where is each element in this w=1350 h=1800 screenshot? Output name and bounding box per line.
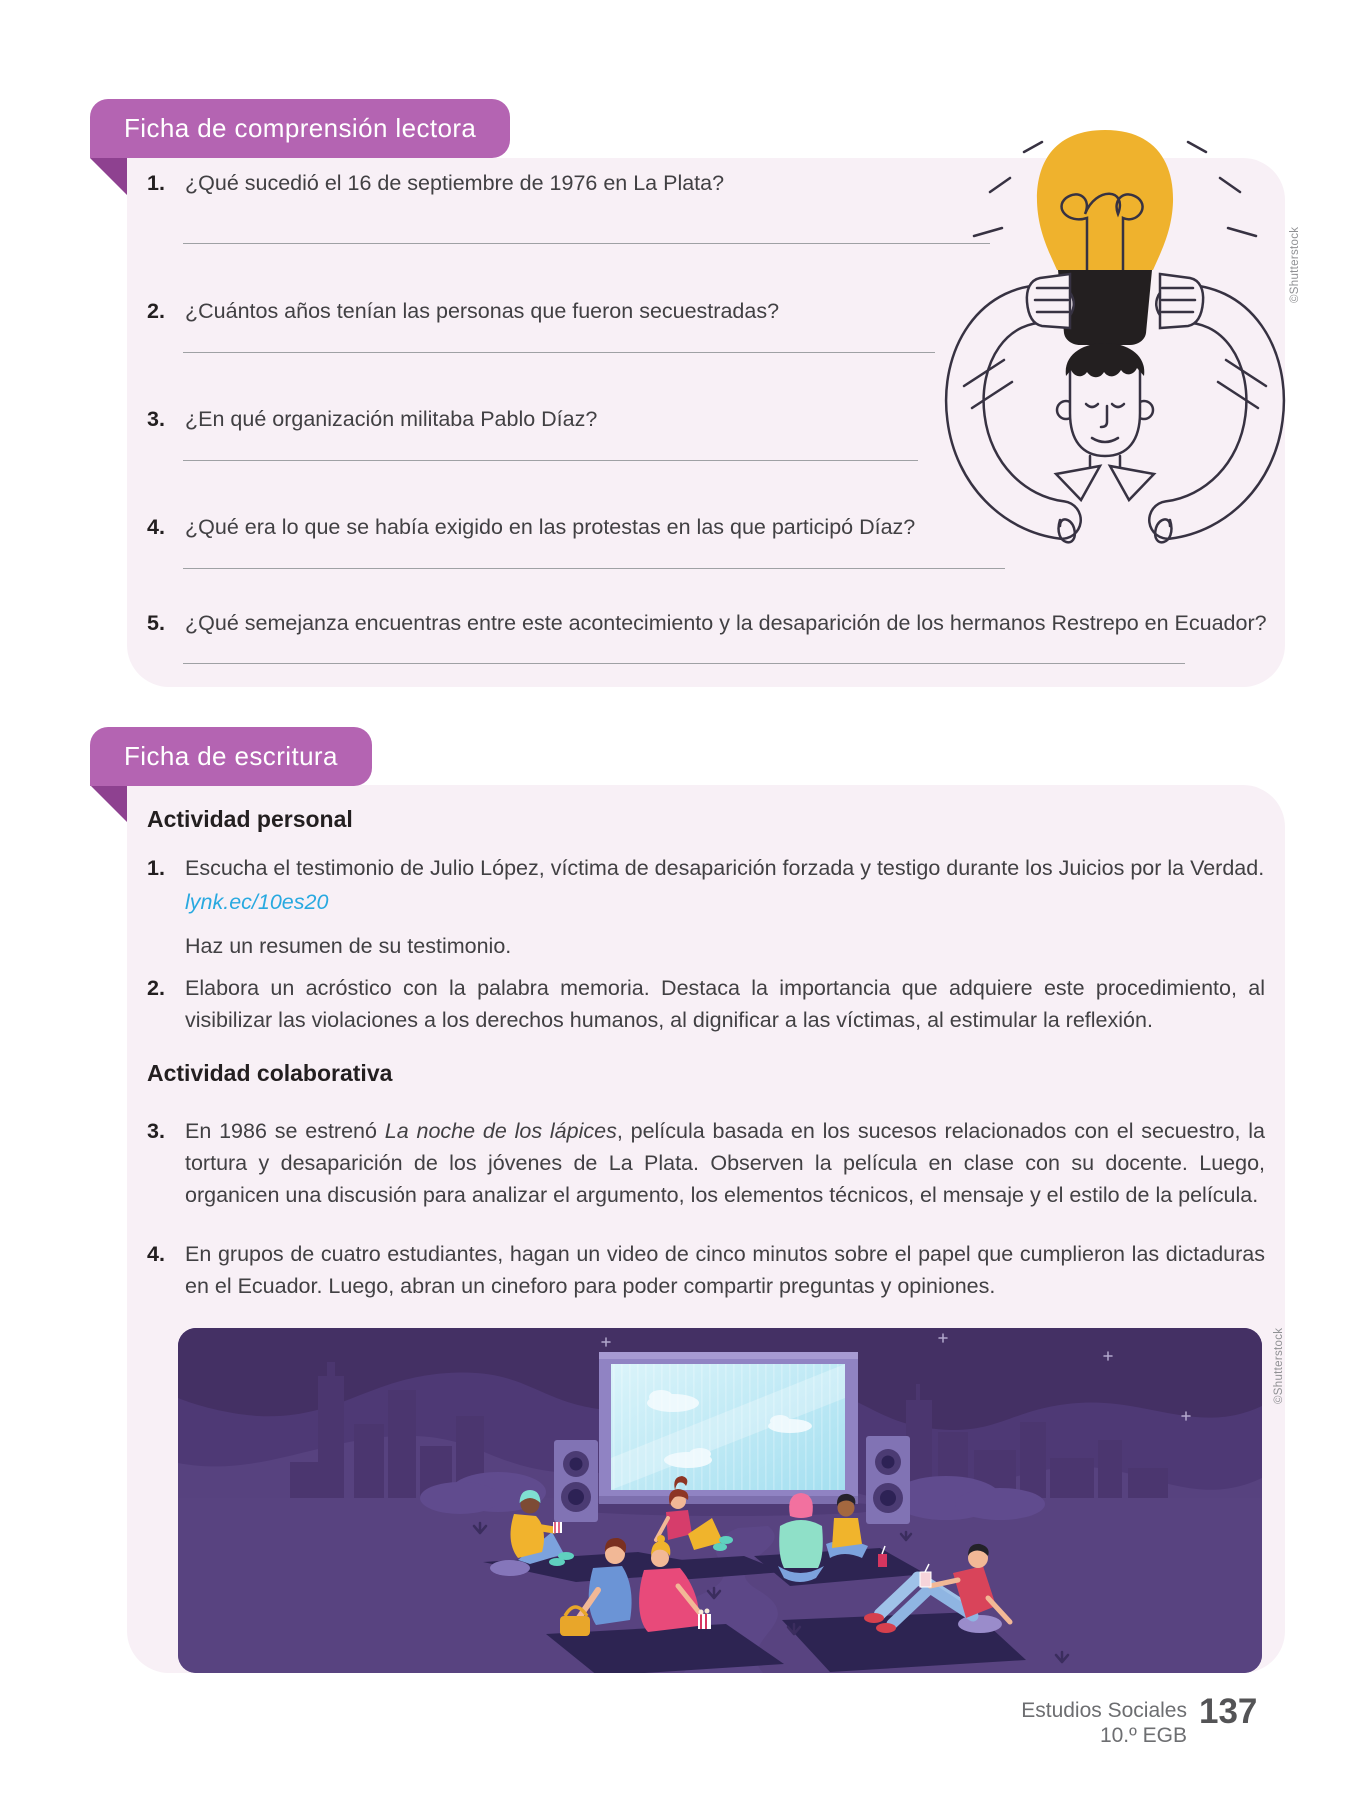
collaborative-activity-heading: Actividad colaborativa — [147, 1060, 393, 1086]
movie-title: La noche de los lápices — [384, 1119, 617, 1143]
item-text: En grupos de cuatro estudiantes, hagan un video de cinco minutos sobre el papel que cumplieron las dictaduras en el Ecuador. Luego, abran un cineforo para poder compartir preguntas y opiniones. — [185, 1242, 1265, 1298]
writing-tab-title: Ficha de escritura — [124, 741, 338, 771]
question-text: ¿En qué organización militaba Pablo Díaz? — [185, 407, 598, 431]
writing-tab — [90, 727, 372, 786]
item-number: 2. — [147, 976, 165, 1000]
question-number: 2. — [147, 299, 165, 323]
question-item — [147, 404, 597, 434]
reading-tab-fold — [90, 158, 127, 195]
hair — [1066, 343, 1145, 377]
writing-tab-fold — [90, 785, 127, 822]
lightbulb-person-illustration — [940, 118, 1290, 568]
photo-credit: ©Shutterstock — [1289, 226, 1301, 303]
speaker-right — [866, 1436, 910, 1524]
lightbulb-icon — [1037, 130, 1173, 270]
question-item — [147, 608, 1267, 638]
personal-activity-heading: Actividad personal — [147, 806, 353, 832]
resource-link[interactable]: lynk.ec/10es20 — [185, 890, 329, 914]
item-number: 3. — [147, 1119, 165, 1143]
activity-item — [147, 1115, 1265, 1211]
item-text: Elabora un acróstico con la palabra memoria. Destaca la importancia que adquiere este procedimiento, al visibilizar las violaciones a los derechos humanos, al dignificar a las víctimas, al estimular la reflexión. — [185, 976, 1265, 1032]
question-text: ¿Qué era lo que se había exigido en las protestas en las que participó Díaz? — [185, 515, 916, 539]
movie-screen — [599, 1352, 858, 1504]
pillow — [490, 1560, 530, 1576]
question-number: 1. — [147, 171, 165, 195]
question-text: ¿Qué semejanza encuentras entre este acontecimiento y la desaparición de los hermanos Restrepo en Ecuador? — [185, 611, 1267, 635]
question-item — [147, 512, 915, 542]
activity-item — [147, 972, 1265, 1036]
reading-tab — [90, 99, 510, 158]
question-number: 3. — [147, 407, 165, 431]
speaker-left — [554, 1440, 598, 1522]
item-number: 4. — [147, 1242, 165, 1266]
item-text: En 1986 se estrenó La noche de los lápices, película basada en los sucesos relacionados con el secuestro, la tortura y desaparición de los jóvenes de La Plata. Observen la película en clase con su docente. Luego, organicen una discusión para analizar el argumento, los elementos técnicos, el mensaje y el estilo de la película. — [185, 1119, 1265, 1207]
reading-tab-title: Ficha de comprensión lectora — [124, 113, 477, 143]
collar — [1056, 456, 1154, 500]
answer-line — [183, 243, 990, 244]
person-head — [1057, 343, 1153, 456]
item-followup: Haz un resumen de su testimonio. — [185, 934, 512, 958]
question-item — [147, 168, 724, 198]
outdoor-cinema-illustration — [178, 1328, 1262, 1673]
answer-line — [183, 460, 918, 461]
footer-course: Estudios Sociales — [1021, 1699, 1187, 1722]
answer-line — [183, 663, 1185, 664]
question-item — [147, 296, 779, 326]
answer-line — [183, 568, 1005, 569]
item-text: Escucha el testimonio de Julio López, víctima de desaparición forzada y testigo durante los Juicios por la Verdad. — [185, 856, 1265, 880]
page-number: 137 — [1199, 1692, 1258, 1731]
footer-course-block — [887, 1698, 1187, 1748]
question-text: ¿Qué sucedió el 16 de septiembre de 1976 en La Plata? — [185, 171, 725, 195]
footer-grade: 10.º EGB — [1099, 1724, 1187, 1747]
photo-credit: ©Shutterstock — [1273, 1327, 1285, 1404]
question-number: 4. — [147, 515, 165, 539]
item-number: 1. — [147, 856, 165, 880]
answer-line — [183, 352, 935, 353]
activity-item — [147, 1238, 1265, 1302]
question-text: ¿Cuántos años tenían las personas que fueron secuestradas? — [185, 299, 780, 323]
question-number: 5. — [147, 611, 165, 635]
activity-item — [147, 852, 1265, 962]
